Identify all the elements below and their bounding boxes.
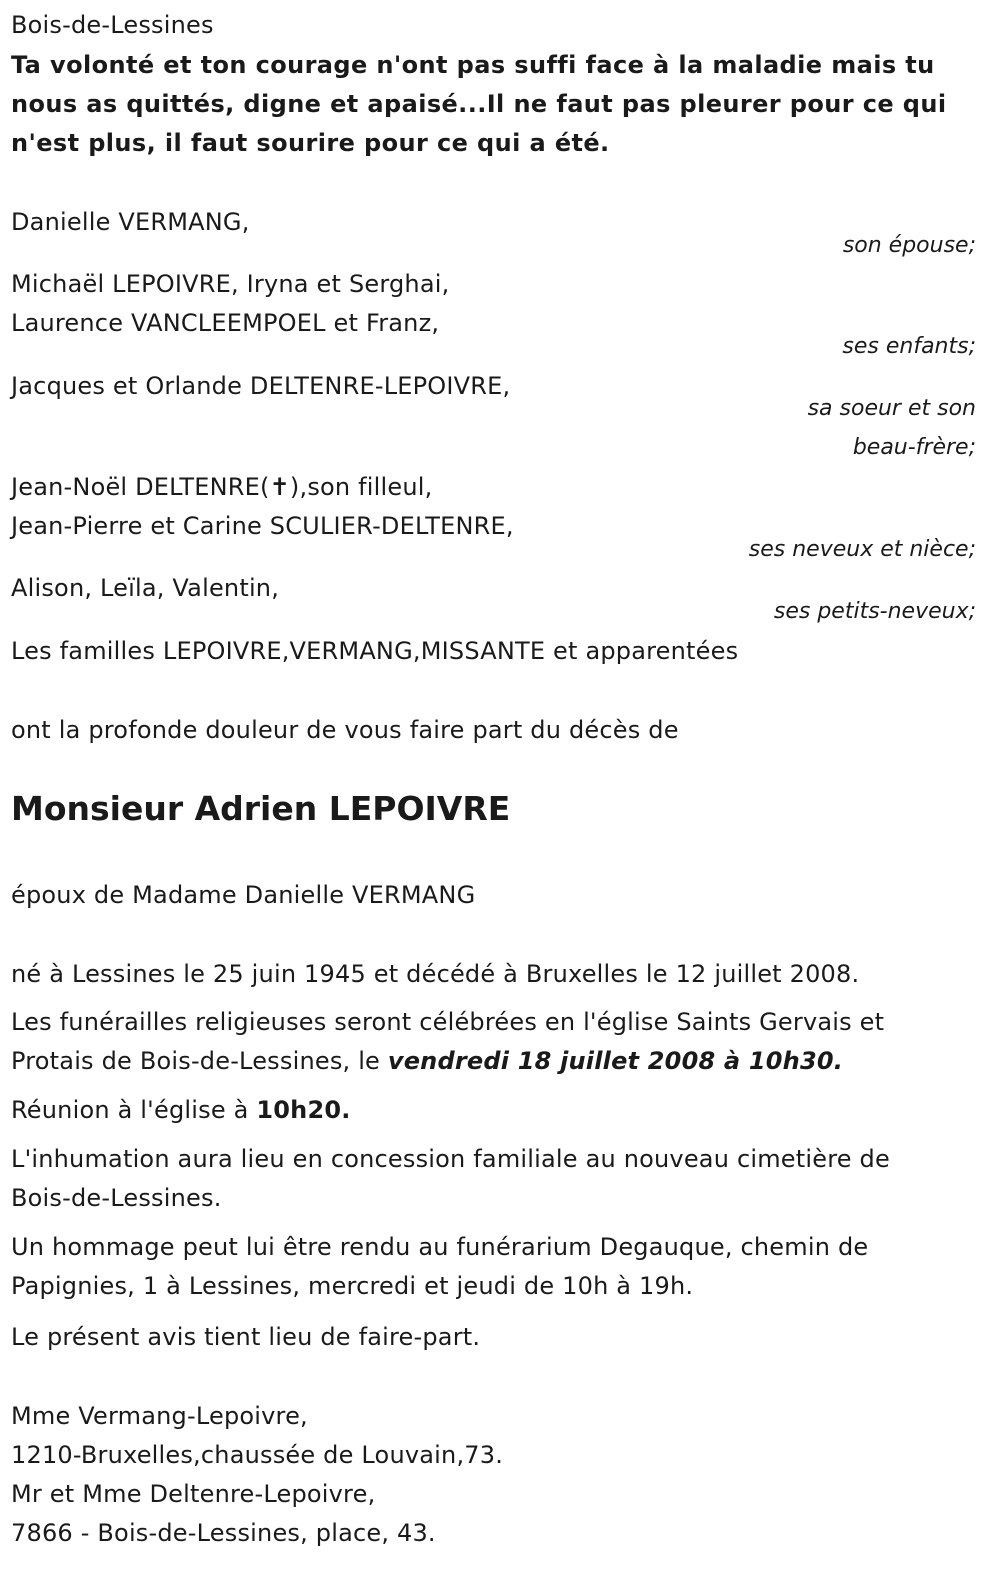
- sister-role: sa soeur et son: [807, 396, 976, 421]
- funeral-line: [11, 1046, 843, 1076]
- burial-line: Bois-de-Lessines.: [11, 1184, 222, 1212]
- nephews-line: Jean-Pierre et Carine SCULIER-DELTENRE,: [11, 512, 514, 540]
- children-line: Laurence VANCLEEMPOEL et Franz,: [11, 309, 440, 337]
- epitaph-line: nous as quittés, digne et apaisé...Il ne faut pas pleurer pour ce qui: [11, 90, 947, 118]
- funeral-line: Les funérailles religieuses seront célébrées en l'église Saints Gervais et: [11, 1008, 885, 1036]
- spouse-of: époux de Madame Danielle VERMANG: [11, 881, 476, 909]
- funeral-date: vendredi 18 juillet 2008 à 10h30.: [387, 1047, 844, 1075]
- contact-line: Mr et Mme Deltenre-Lepoivre,: [11, 1480, 376, 1508]
- nephews-line: Jean-Noël DELTENRE(✝),son filleul,: [11, 473, 433, 501]
- tribute-line: Un hommage peut lui être rendu au funérarium Degauque, chemin de: [11, 1233, 869, 1261]
- location-header: Bois-de-Lessines: [11, 11, 214, 39]
- epitaph-line: n'est plus, il faut sourire pour ce qui a été.: [11, 129, 610, 157]
- spouse-role: son épouse;: [842, 233, 976, 258]
- burial-line: L'inhumation aura lieu en concession familiale au nouveau cimetière de: [11, 1145, 890, 1173]
- nephews-role: ses neveux et nièce;: [748, 537, 976, 562]
- funeral-place: Protais de Bois-de-Lessines, le: [11, 1047, 388, 1075]
- grandnephews-role: ses petits-neveux;: [773, 599, 976, 624]
- epitaph-line: Ta volonté et ton courage n'ont pas suffi face à la maladie mais tu: [11, 51, 935, 79]
- children-role: ses enfants;: [842, 334, 976, 359]
- born-died: né à Lessines le 25 juin 1945 et décédé à Bruxelles le 12 juillet 2008.: [11, 960, 860, 988]
- spouse-name: Danielle VERMANG,: [11, 208, 250, 236]
- announcement: ont la profonde douleur de vous faire part du décès de: [11, 716, 679, 744]
- families-line: Les familles LEPOIVRE,VERMANG,MISSANTE et apparentées: [11, 637, 739, 665]
- deceased-name: Monsieur Adrien LEPOIVRE: [11, 789, 511, 828]
- reunion-text: Réunion à l'église à: [11, 1096, 257, 1124]
- contact-line: 7866 - Bois-de-Lessines, place, 43.: [11, 1519, 436, 1547]
- children-line: Michaël LEPOIVRE, Iryna et Serghai,: [11, 270, 450, 298]
- grandnephews-line: Alison, Leïla, Valentin,: [11, 574, 280, 602]
- sister-role: beau-frère;: [852, 435, 976, 460]
- contact-line: 1210-Bruxelles,chaussée de Louvain,73.: [11, 1441, 504, 1469]
- notice-line: Le présent avis tient lieu de faire-part.: [11, 1323, 481, 1351]
- sister-line: Jacques et Orlande DELTENRE-LEPOIVRE,: [11, 372, 511, 400]
- reunion-line: [11, 1095, 351, 1125]
- reunion-time: 10h20.: [256, 1096, 351, 1124]
- contact-line: Mme Vermang-Lepoivre,: [11, 1402, 308, 1430]
- tribute-line: Papignies, 1 à Lessines, mercredi et jeudi de 10h à 19h.: [11, 1272, 694, 1300]
